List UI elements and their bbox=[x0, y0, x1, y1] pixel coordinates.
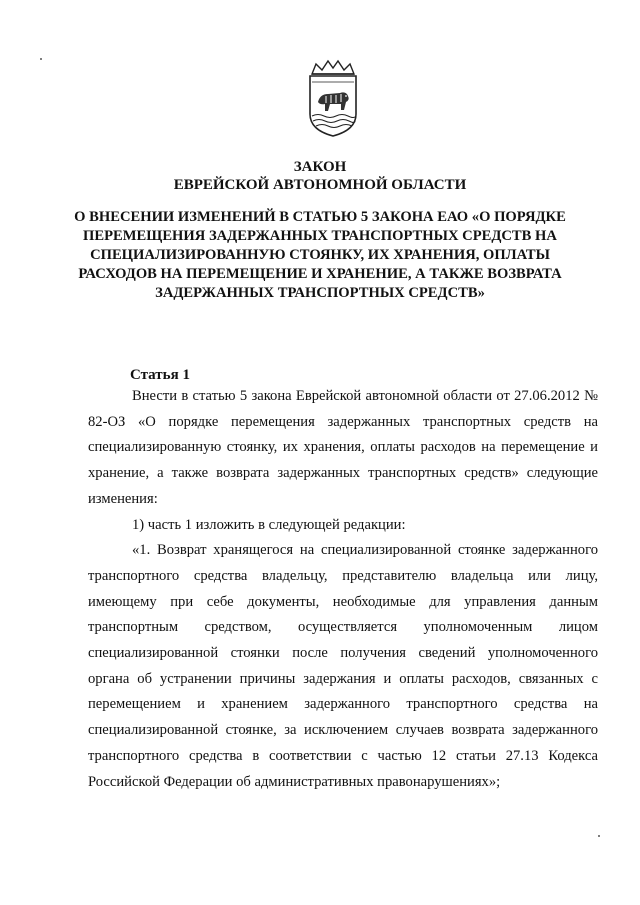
article-body bbox=[88, 384, 598, 795]
coat-of-arms-icon bbox=[306, 58, 360, 138]
article-quote: «1. Возврат хранящегося на специализированной стоянке задержанного транспортного средства владельцу, представителю владельца или лицу, имеющему при себе документы, необходимые для управления данным транспортным средством, осуществляется уполномоченным лицом специализированной стоянки после получения сведений уполномоченного органа об устранении причины задержания и оплаты расходов, связанных с перемещением и хранением задержанного транспортного средства на специализированной стоянке, за исключением случаев возврата задержанного транспортного средства в соответствии с частью 12 статьи 27.13 Кодекса Российской Федерации об административных правонарушениях»; bbox=[88, 542, 598, 790]
scan-speck bbox=[40, 58, 42, 60]
law-title: О ВНЕСЕНИИ ИЗМЕНЕНИЙ В СТАТЬЮ 5 ЗАКОНА ЕАО «О ПОРЯДКЕ ПЕРЕМЕЩЕНИЯ ЗАДЕРЖАННЫХ ТРАНСПОРТНЫХ СРЕДСТВ НА СПЕЦИАЛИЗИРОВАННУЮ СТОЯНКУ, ИХ ХРАНЕНИЯ, ОПЛАТЫ РАСХОДОВ НА ПЕРЕМЕЩЕНИЕ И ХРАНЕНИЕ, А ТАКЖЕ ВОЗВРАТА ЗАДЕРЖАННЫХ ТРАНСПОРТНЫХ СРЕДСТВ» bbox=[74, 209, 566, 301]
scan-speck bbox=[598, 835, 600, 837]
region-heading: ЕВРЕЙСКОЙ АВТОНОМНОЙ ОБЛАСТИ bbox=[173, 177, 467, 193]
article-intro: Внести в статью 5 закона Еврейской автономной области от 27.06.2012 № 82-ОЗ «О порядке перемещения задержанных транспортных средств на специализированную стоянку, их хранения, оплаты расходов на перемещение и хранение, а также возврата задержанных транспортных средств» следующие изменения: bbox=[88, 388, 598, 507]
law-heading: ЗАКОН bbox=[293, 159, 347, 175]
article-item-1: 1) часть 1 изложить в следующей редакции: bbox=[132, 516, 406, 533]
article-label: Статья 1 bbox=[130, 367, 190, 383]
